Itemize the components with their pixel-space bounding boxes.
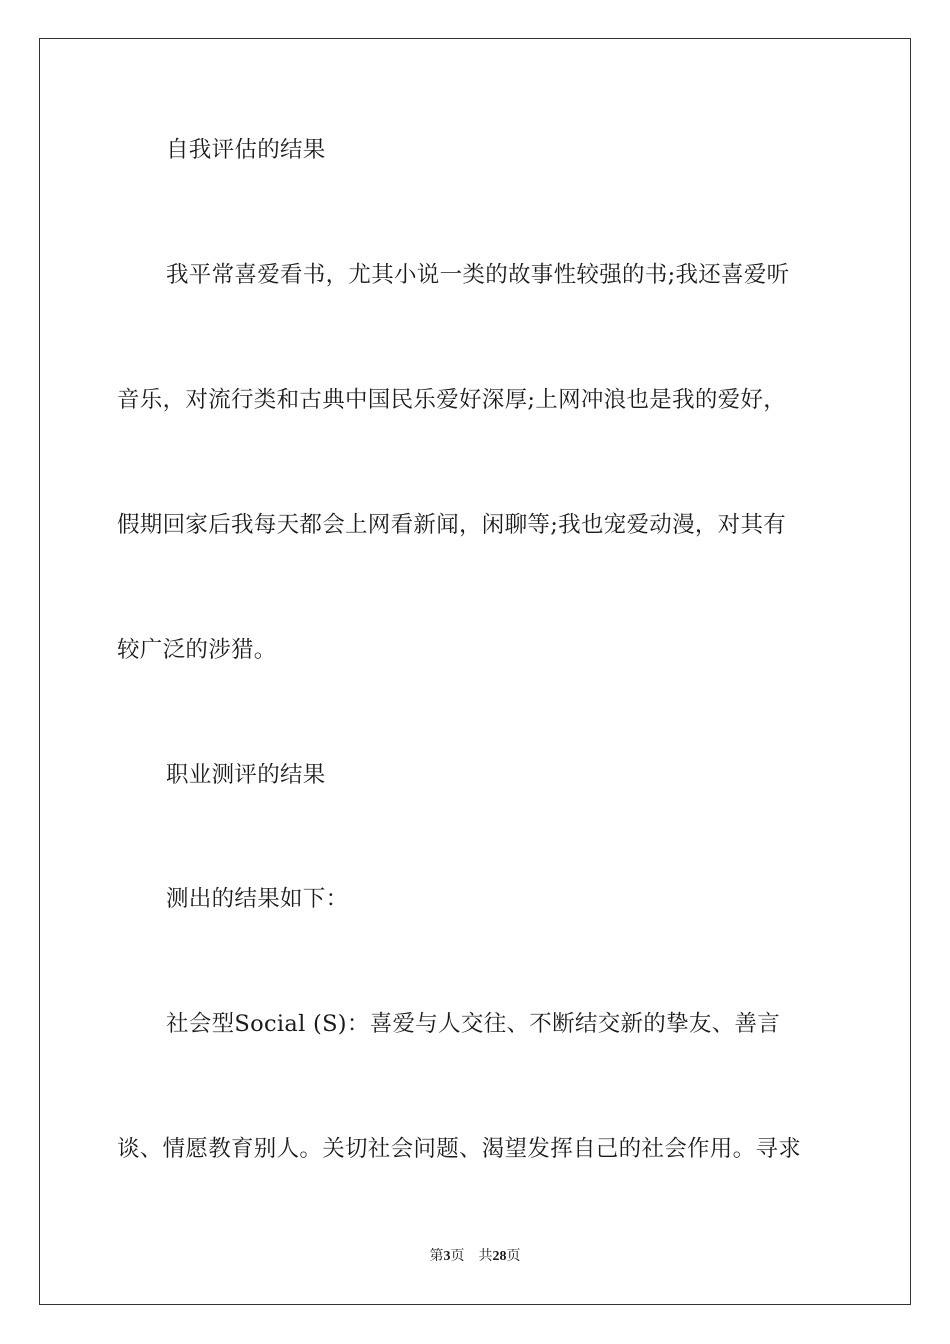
result-intro: 测出的结果如下： bbox=[166, 886, 349, 912]
social-paragraph-line-1: 社会型Social (S)：喜爱与人交往、不断结交新的挚友、善言 bbox=[166, 1011, 781, 1037]
self-paragraph-line-1: 我平常喜爱看书，尤其小说一类的故事性较强的书;我还喜爱听 bbox=[166, 262, 790, 288]
page-prefix: 第 bbox=[429, 1249, 444, 1264]
self-paragraph-line-4: 较广泛的涉猎。 bbox=[117, 637, 277, 663]
total-suffix: 页 bbox=[506, 1249, 521, 1264]
heading-self-assessment: 自我评估的结果 bbox=[166, 137, 326, 163]
social-paragraph-line-2: 谈、情愿教育别人。关切社会问题、渴望发挥自己的社会作用。寻求 bbox=[117, 1136, 802, 1162]
total-prefix: 共 bbox=[478, 1249, 493, 1264]
page-suffix: 页 bbox=[450, 1249, 465, 1264]
heading-career-assessment: 职业测评的结果 bbox=[166, 762, 326, 788]
page-total: 28 bbox=[492, 1249, 507, 1264]
page-footer bbox=[0, 1247, 950, 1267]
self-paragraph-line-3: 假期回家后我每天都会上网看新闻，闲聊等;我也宠爱动漫，对其有 bbox=[117, 512, 787, 538]
self-paragraph-line-2: 音乐，对流行类和古典中国民乐爱好深厚;上网冲浪也是我的爱好， bbox=[117, 387, 787, 413]
page-border bbox=[39, 38, 911, 1305]
page-current: 3 bbox=[443, 1249, 451, 1264]
